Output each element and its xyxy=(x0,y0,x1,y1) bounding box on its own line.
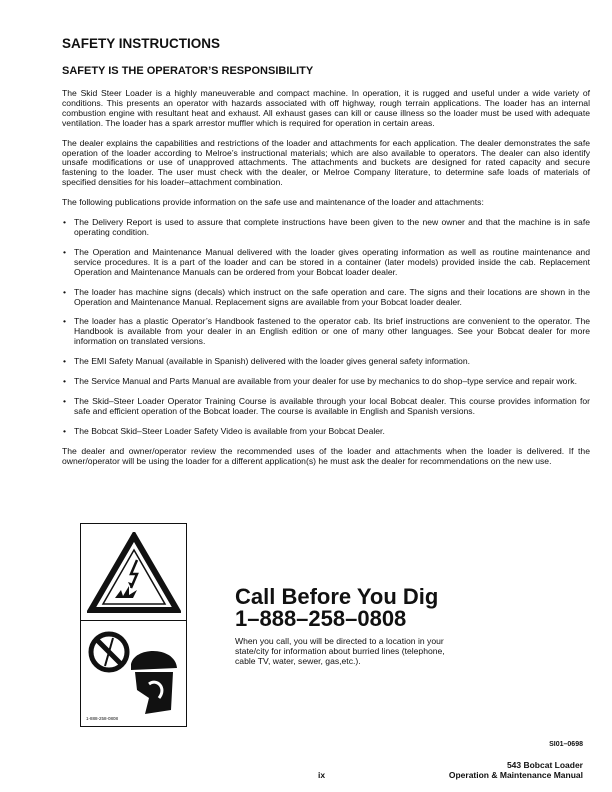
list-item: • The loader has a plastic Operator’s Handbook fastened to the operator cab. Its brief instructions are convenient to the operator. The Handbook is available from your dealer in an English edition or one of many other languages. See your Bobcat dealer for more information on translated versions. xyxy=(62,317,590,347)
call-description: When you call, you will be directed to a location in your state/city for information about burried lines (telephone, cable TV, water, sewer, gas,etc.). xyxy=(235,636,445,666)
paragraph: The following publications provide information on the safe use and maintenance of the loader and attachments: xyxy=(62,197,484,208)
publication-list xyxy=(62,218,590,437)
sign-phone-number: 1-888-258-0808 xyxy=(86,716,119,721)
page-number: ix xyxy=(318,770,326,780)
list-item: • The Service Manual and Parts Manual are available from your dealer for use by mechanics to do shop–type service and repair work. xyxy=(62,377,590,387)
call-phone: 1–888–258–0808 xyxy=(235,606,407,631)
page-title: SAFETY INSTRUCTIONS xyxy=(62,36,221,51)
list-item: • The EMI Safety Manual (available in Spanish) delivered with the loader gives general safety information. xyxy=(62,357,590,367)
footer-model: 543 Bobcat Loader xyxy=(506,760,583,770)
call-heading: Call Before You Dig xyxy=(235,584,439,609)
footer-manual: Operation & Maintenance Manual xyxy=(448,770,583,780)
call-before-you-dig xyxy=(235,586,438,630)
sign-divider xyxy=(81,620,186,621)
paragraph: The dealer explains the capabilities and restrictions of the loader and attachments for each application. The dealer demonstrates the safe operation of the loader according to Melroe’s instructional materials; which are also available to operators. The dealer can also identify unsafe modifications or use of unapproved attachments. The attachments and buckets are designed for rated capacity and secure fastening to the loader. The user must check with the dealer, or Melroe Company literature, to determine safe loads of materials of specified densities for his loader–attachment combination. xyxy=(62,137,590,188)
list-item: • The Skid–Steer Loader Operator Training Course is available through your local Bobcat dealer. This course provides information for safe and efficient operation of the Bobcat loader. The course is available in English and Spanish versions. xyxy=(62,397,590,417)
dig-warning-sign xyxy=(80,523,187,727)
list-item: • The loader has machine signs (decals) which instruct on the safe operation and care. The signs and their locations are shown in the Operation and Maintenance Manual. Replacement signs are available from your Bobcat loader dealer. xyxy=(62,288,590,308)
figure-code: SI01–0698 xyxy=(549,741,583,748)
paragraph: The Skid Steer Loader is a highly maneuverable and compact machine. In operation, it is rugged and useful under a wide variety of conditions. This presents an operator with hazards associated with off highway, rough terrain applications. The loader has an internal combustion engine with resultant heat and exhaust. All exhaust gases can kill or cause illness so the loader must be used with adequate ventilation. The loader has a spark arrestor muffler which is required for operation in certain areas. xyxy=(62,88,590,128)
list-item: • The Delivery Report is used to assure that complete instructions have been given to the new owner and that the machine is in safe operating condition. xyxy=(62,218,590,238)
no-digging-call-icon xyxy=(85,628,181,720)
paragraph: The dealer and owner/operator review the recommended uses of the loader and attachments when the loader is delivered. If the owner/operator will be using the loader for a different application(s) he must ask the dealer for recommendations on the new use. xyxy=(62,445,590,466)
list-item: • The Bobcat Skid–Steer Loader Safety Video is available from your Bobcat Dealer. xyxy=(62,427,590,437)
electric-hazard-icon xyxy=(87,532,181,614)
list-item: • The Operation and Maintenance Manual delivered with the loader gives operating information as well as routine maintenance and service procedures. It is a part of the loader and can be stored in a container (later models) provided inside the cab. Replacement Operation and Maintenance Manuals can be ordered from your Bobcat loader dealer. xyxy=(62,248,590,278)
section-title: SAFETY IS THE OPERATOR’S RESPONSIBILITY xyxy=(62,65,314,77)
body-text xyxy=(62,89,590,476)
